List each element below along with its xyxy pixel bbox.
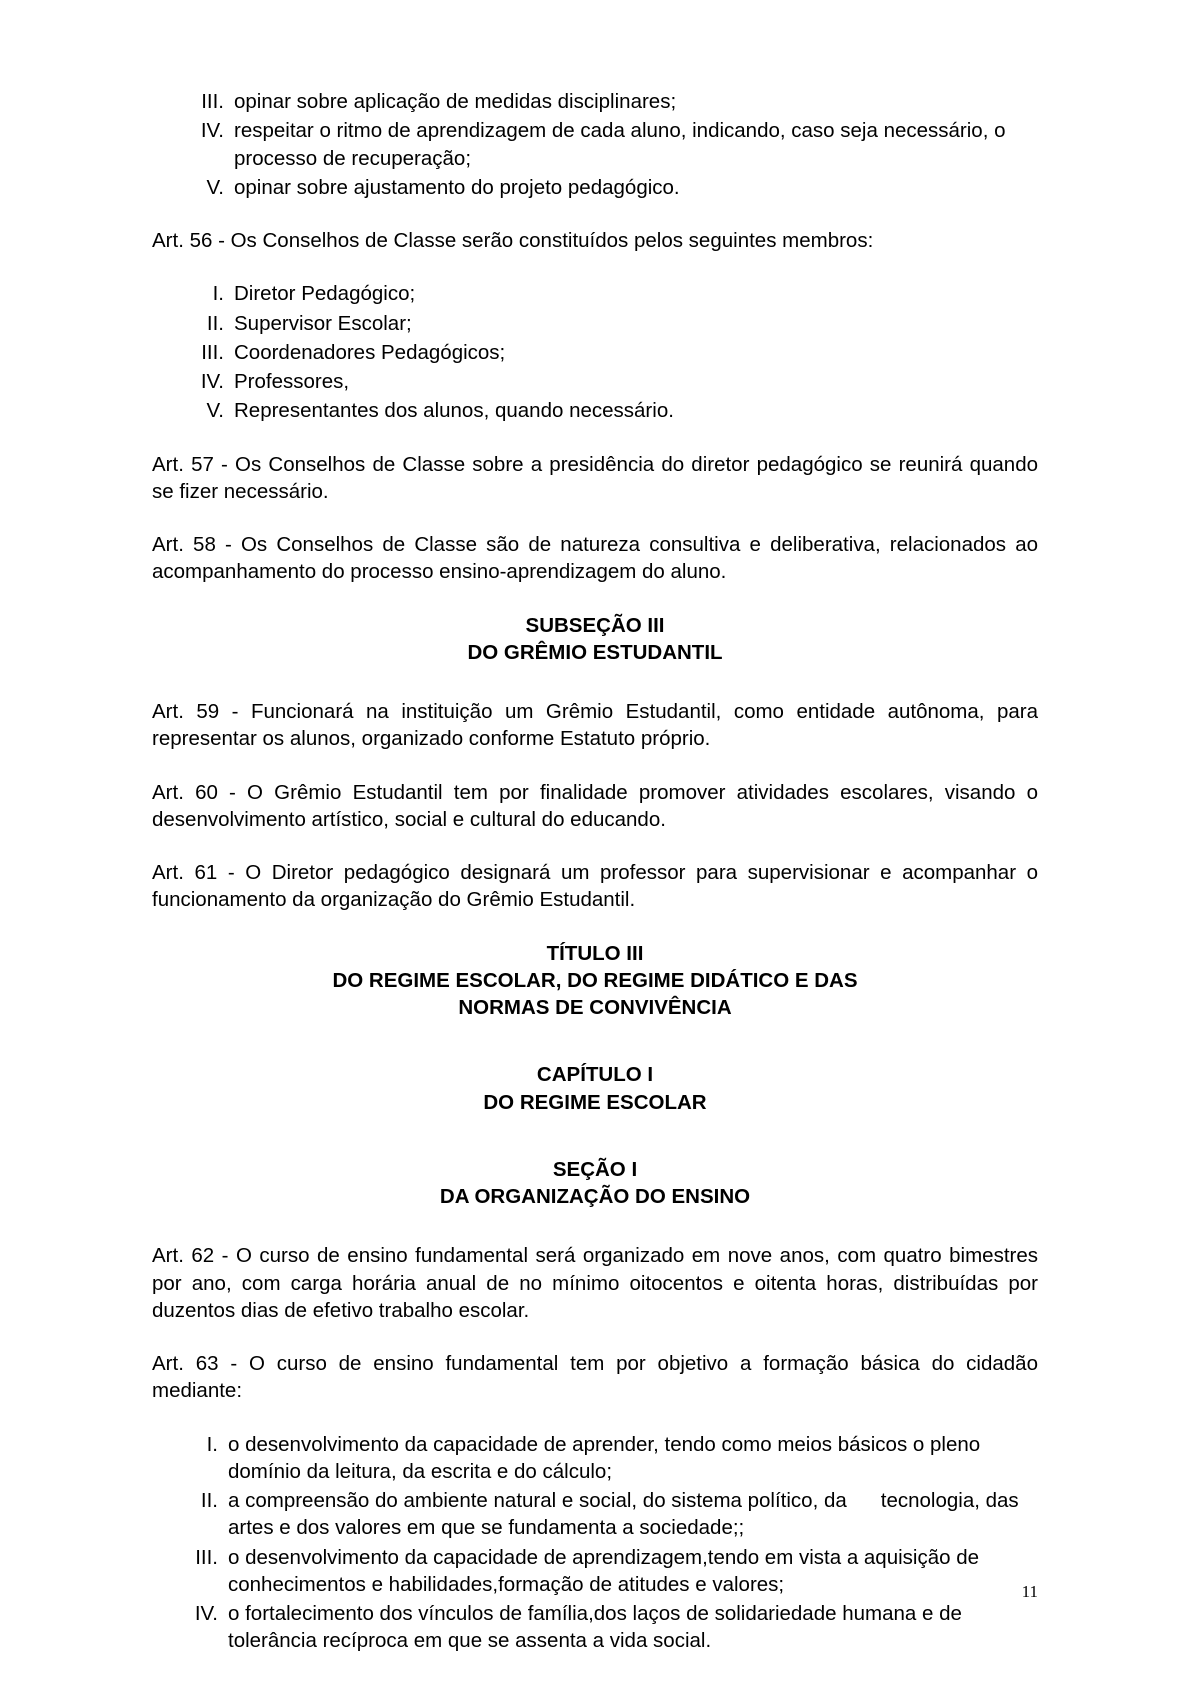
heading-line: DO GRÊMIO ESTUDANTIL bbox=[467, 640, 723, 664]
paragraph-art-60: Art. 60 - O Grêmio Estudantil tem por finalidade promover atividades escolares, visando o desenvolvimento artístico, social e cultural do educando. bbox=[152, 780, 1038, 831]
list-item bbox=[188, 88, 1038, 115]
heading-secao-i bbox=[152, 1156, 1038, 1211]
list-item-text-part: a compreensão do ambiente natural e social, do sistema político, da bbox=[228, 1489, 847, 1512]
list-item-text: o fortalecimento dos vínculos de família,dos laços de solidariedade humana e de tolerância recíproca em que se assenta a vida social. bbox=[228, 1602, 962, 1653]
list-item bbox=[172, 1487, 1038, 1542]
heading-line: NORMAS DE CONVIVÊNCIA bbox=[458, 996, 732, 1019]
list-art63 bbox=[152, 1431, 1038, 1655]
list-item bbox=[172, 1600, 1038, 1655]
list-item bbox=[188, 397, 1038, 424]
list-item-text: Supervisor Escolar; bbox=[234, 311, 412, 335]
list-item-number: III. bbox=[201, 90, 224, 113]
list-item-number: III. bbox=[201, 340, 224, 364]
list-item bbox=[188, 280, 1038, 307]
heading-line: DO REGIME ESCOLAR, DO REGIME DIDÁTICO E DAS bbox=[332, 968, 858, 992]
list-item-text: o desenvolvimento da capacidade de aprender, tendo como meios básicos o pleno domínio da leitura, da escrita e do cálculo; bbox=[228, 1432, 981, 1483]
list-item-number: II. bbox=[206, 311, 224, 335]
list-item bbox=[188, 339, 1038, 366]
list-item-number: IV. bbox=[194, 1602, 218, 1625]
heading-capitulo-i bbox=[152, 1061, 1038, 1116]
list-item bbox=[188, 368, 1038, 395]
list-item-text: opinar sobre aplicação de medidas disciplinares; bbox=[234, 90, 677, 113]
list-item-number: I. bbox=[212, 282, 224, 306]
heading-subsecao-iii bbox=[152, 612, 1038, 667]
list-item bbox=[188, 310, 1038, 337]
list-item bbox=[188, 117, 1038, 172]
heading-titulo-iii bbox=[152, 940, 1038, 1022]
list-item-number: IV. bbox=[200, 370, 224, 393]
list-item bbox=[172, 1544, 1038, 1599]
page-number: 11 bbox=[1021, 1582, 1038, 1601]
list-item-text: respeitar o ritmo de aprendizagem de cada aluno, indicando, caso seja necessário, o processo de recuperação; bbox=[234, 119, 1006, 170]
heading-line: SUBSEÇÃO III bbox=[525, 613, 665, 637]
list-item-text: Diretor Pedagógico; bbox=[234, 282, 416, 306]
list-art56 bbox=[152, 280, 1038, 424]
heading-line: CAPÍTULO I bbox=[536, 1063, 654, 1087]
paragraph-art-58: Art. 58 - Os Conselhos de Classe são de natureza consultiva e deliberativa, relacionados ao acompanhamento do processo ensino-aprendizagem do aluno. bbox=[152, 533, 1038, 584]
list-item-number: V. bbox=[206, 175, 224, 199]
list-item-number: V. bbox=[206, 399, 224, 423]
list-item-text: opinar sobre ajustamento do projeto pedagógico. bbox=[234, 175, 680, 199]
paragraph-art-59: Art. 59 - Funcionará na instituição um Grêmio Estudantil, como entidade autônoma, para representar os alunos, organizado conforme Estatuto próprio. bbox=[152, 700, 1038, 751]
paragraph-art-56: Art. 56 - Os Conselhos de Classe serão constituídos pelos seguintes membros: bbox=[152, 229, 874, 252]
list-item-text: Coordenadores Pedagógicos; bbox=[234, 340, 506, 364]
list-item-text: Professores, bbox=[234, 370, 350, 393]
heading-line: DA ORGANIZAÇÃO DO ENSINO bbox=[439, 1185, 751, 1208]
paragraph-art-57: Art. 57 - Os Conselhos de Classe sobre a presidência do diretor pedagógico se reunirá quando se fizer necessário. bbox=[152, 452, 1038, 503]
list-item-text: o desenvolvimento da capacidade de aprendizagem,tendo em vista a aquisição de conhecimentos e habilidades,formação de atitudes e valores; bbox=[228, 1545, 980, 1596]
page-content bbox=[152, 88, 1038, 1655]
paragraph-art-63: Art. 63 - O curso de ensino fundamental tem por objetivo a formação básica do cidadão mediante: bbox=[152, 1352, 1038, 1403]
heading-line: SEÇÃO I bbox=[552, 1157, 638, 1181]
list-item-text-part: tecnologia, das artes e dos valores em que se fundamenta a sociedade;; bbox=[228, 1489, 1019, 1540]
list-item-text-split bbox=[228, 1487, 1038, 1542]
heading-line: DO REGIME ESCOLAR bbox=[483, 1090, 707, 1114]
list-item bbox=[188, 174, 1038, 201]
paragraph-art-62: Art. 62 - O curso de ensino fundamental será organizado em nove anos, com quatro bimestres por ano, com carga horária anual de no mínimo oitocentos e oitenta horas, distribuídas por duzentos dias de efetivo trabalho escolar. bbox=[152, 1244, 1038, 1322]
paragraph-art-61: Art. 61 - O Diretor pedagógico designará um professor para supervisionar e acompanhar o funcionamento da organização do Grêmio Estudantil. bbox=[152, 861, 1038, 912]
list-item bbox=[172, 1431, 1038, 1486]
list-item-number: I. bbox=[206, 1432, 218, 1456]
list-item-number: III. bbox=[195, 1545, 218, 1569]
list-item-text: Representantes dos alunos, quando necessário. bbox=[234, 399, 674, 423]
list-item-number: IV. bbox=[200, 119, 224, 143]
list-art55 bbox=[152, 88, 1038, 201]
list-item-number: II. bbox=[200, 1489, 218, 1512]
heading-line: TÍTULO III bbox=[546, 941, 644, 965]
